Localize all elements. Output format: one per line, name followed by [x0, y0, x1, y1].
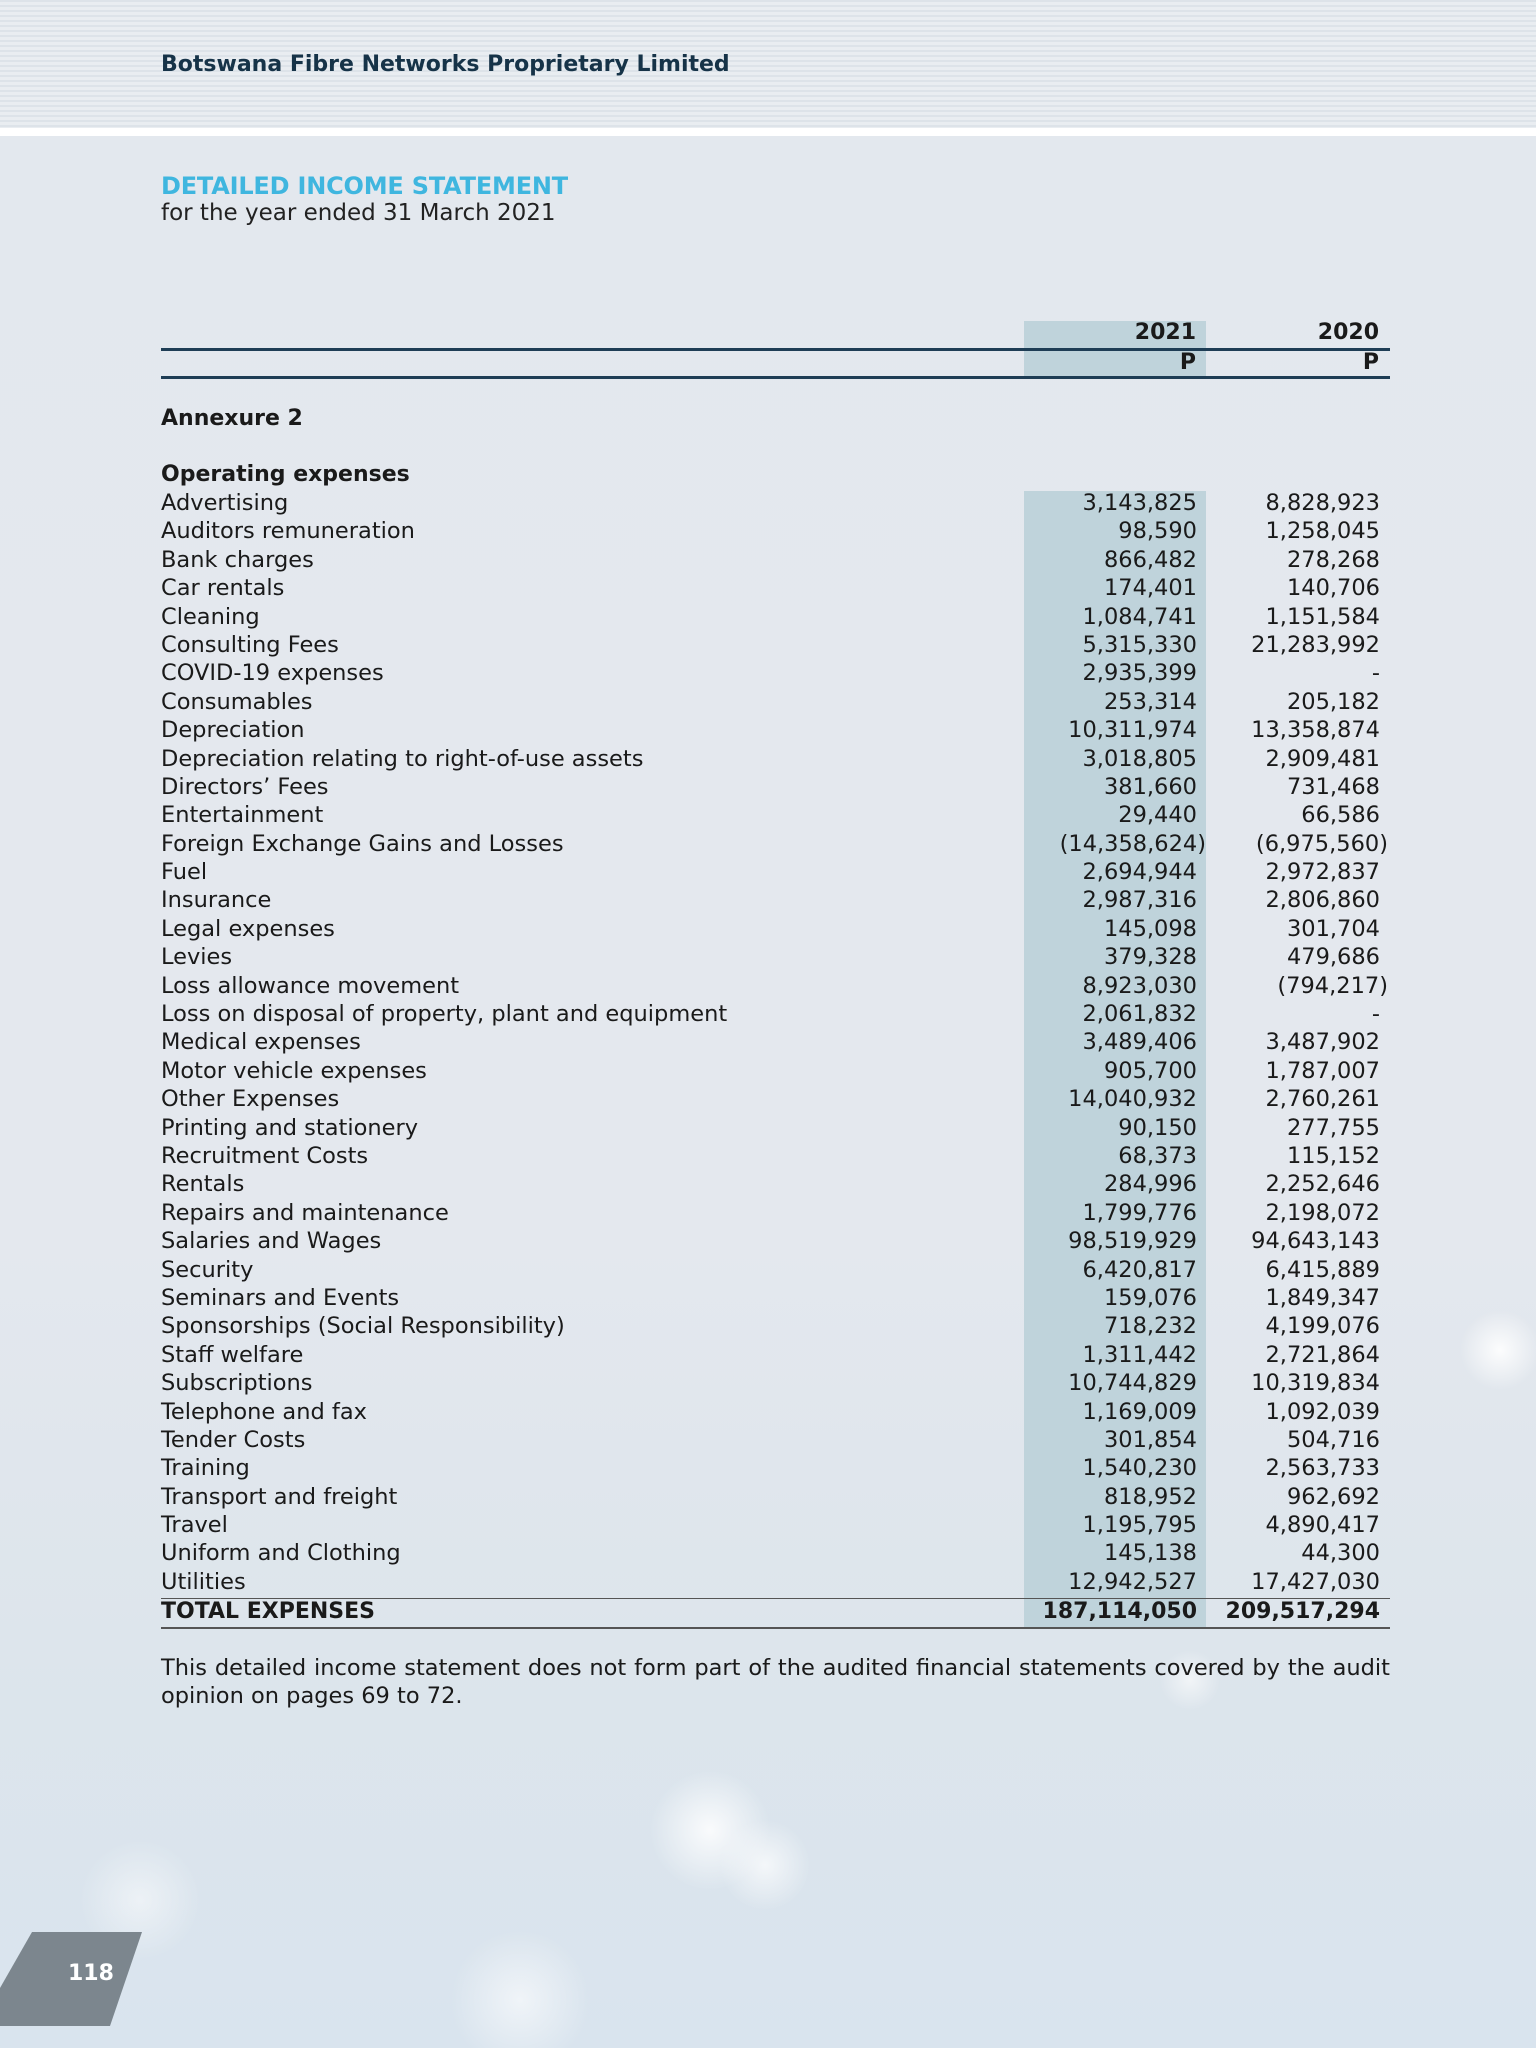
total-2020: 209,517,294 — [1225, 1599, 1380, 1624]
value-2021: 1,540,230 — [1082, 1455, 1197, 1482]
header-rule-bottom — [161, 376, 1390, 379]
expense-label: Consulting Fees — [161, 631, 339, 658]
table-row — [0, 716, 1536, 744]
table-row — [0, 546, 1536, 574]
table-row — [0, 1000, 1536, 1028]
expense-label: Advertising — [161, 490, 289, 516]
expense-table — [0, 489, 1536, 1596]
table-row — [0, 1369, 1536, 1397]
expense-label: Utilities — [161, 1568, 246, 1595]
value-2021: 98,519,929 — [1068, 1228, 1197, 1255]
table-row — [0, 745, 1536, 773]
expense-label: Cleaning — [161, 603, 260, 630]
value-2020: 479,686 — [1286, 944, 1380, 971]
value-2021: 6,420,817 — [1082, 1256, 1197, 1283]
table-row — [0, 574, 1536, 602]
document-title: DETAILED INCOME STATEMENT — [161, 172, 568, 200]
table-row — [0, 1511, 1536, 1539]
table-row — [0, 1398, 1536, 1426]
expense-label: Depreciation — [161, 717, 305, 744]
table-row — [0, 773, 1536, 801]
expense-label: Bank charges — [161, 546, 314, 573]
value-2020: (6,975,560) — [1255, 830, 1388, 857]
value-2020: 2,721,864 — [1265, 1341, 1380, 1368]
value-2020: 17,427,030 — [1251, 1568, 1380, 1595]
expense-label: Levies — [161, 944, 233, 971]
value-2020: 44,300 — [1301, 1540, 1380, 1567]
table-row — [0, 1028, 1536, 1056]
value-2021: 68,373 — [1118, 1142, 1197, 1169]
expense-label: Fuel — [161, 859, 208, 886]
value-2020: 2,806,860 — [1265, 887, 1380, 914]
table-row — [0, 659, 1536, 687]
value-2021: 718,232 — [1103, 1313, 1197, 1340]
value-2021: 145,098 — [1103, 915, 1197, 942]
value-2021: (14,358,624) — [1059, 830, 1206, 857]
table-row — [0, 915, 1536, 943]
value-2020: 2,252,646 — [1265, 1171, 1380, 1198]
currency-label-2020: P — [1362, 350, 1379, 375]
table-row — [0, 1142, 1536, 1170]
expense-label: Repairs and maintenance — [161, 1199, 449, 1226]
total-label: TOTAL EXPENSES — [161, 1599, 375, 1624]
value-2020: 6,415,889 — [1265, 1256, 1380, 1283]
table-row — [0, 943, 1536, 971]
value-2021: 2,694,944 — [1082, 859, 1197, 886]
footnote: This detailed income statement does not form part of the audited financial statements covered by the audit opinion on pages 69 to 72. — [161, 1655, 1390, 1709]
value-2021: 284,996 — [1103, 1171, 1197, 1198]
value-2021: 29,440 — [1118, 802, 1197, 829]
value-2020: 1,849,347 — [1265, 1284, 1380, 1311]
value-2020: 1,258,045 — [1265, 518, 1380, 545]
expense-label: Motor vehicle expenses — [161, 1057, 427, 1084]
expense-label: COVID-19 expenses — [161, 660, 384, 687]
value-2020: 3,487,902 — [1265, 1029, 1380, 1056]
expense-label: Security — [161, 1256, 254, 1283]
value-2021: 379,328 — [1103, 944, 1197, 971]
value-2021: 14,040,932 — [1068, 1086, 1197, 1113]
expense-label: Printing and stationery — [161, 1114, 419, 1141]
document-subtitle: for the year ended 31 March 2021 — [161, 200, 556, 226]
section-heading: Operating expenses — [161, 462, 410, 487]
expense-label: Telephone and fax — [161, 1398, 367, 1425]
value-2020: 205,182 — [1286, 688, 1380, 715]
value-2020: - — [1371, 660, 1380, 687]
value-2020: 278,268 — [1286, 546, 1380, 573]
value-2020: 2,972,837 — [1265, 859, 1380, 886]
expense-label: Legal expenses — [161, 915, 335, 942]
value-2020: 1,151,584 — [1265, 603, 1380, 630]
value-2020: 2,563,733 — [1265, 1455, 1380, 1482]
value-2021: 866,482 — [1103, 546, 1197, 573]
table-row — [0, 1341, 1536, 1369]
value-2020: 94,643,143 — [1251, 1228, 1380, 1255]
page-number: 118 — [68, 1961, 114, 1986]
value-2020: 8,828,923 — [1265, 490, 1380, 516]
expense-label: Entertainment — [161, 802, 324, 829]
value-2021: 2,061,832 — [1082, 1001, 1197, 1028]
table-row — [0, 801, 1536, 829]
value-2020: 4,199,076 — [1265, 1313, 1380, 1340]
value-2021: 5,315,330 — [1082, 631, 1197, 658]
table-row — [0, 688, 1536, 716]
table-row — [0, 1426, 1536, 1454]
value-2020: 66,586 — [1301, 802, 1380, 829]
value-2020: 10,319,834 — [1251, 1370, 1380, 1397]
expense-label: Rentals — [161, 1171, 245, 1198]
table-row — [0, 830, 1536, 858]
value-2020: 21,283,992 — [1251, 631, 1380, 658]
expense-label: Consumables — [161, 688, 313, 715]
value-2020: (794,217) — [1277, 972, 1388, 999]
expense-label: Salaries and Wages — [161, 1228, 382, 1255]
expense-label: Insurance — [161, 887, 272, 914]
expense-label: Recruitment Costs — [161, 1142, 369, 1169]
value-2020: 115,152 — [1286, 1142, 1380, 1169]
value-2021: 159,076 — [1103, 1284, 1197, 1311]
expense-label: Staff welfare — [161, 1341, 304, 1368]
expense-label: Other Expenses — [161, 1086, 340, 1113]
total-2021: 187,114,050 — [1042, 1599, 1197, 1624]
value-2021: 2,935,399 — [1082, 660, 1197, 687]
column-header-2021: 2021 — [1134, 320, 1196, 345]
value-2020: 301,704 — [1286, 915, 1380, 942]
value-2020: 2,760,261 — [1265, 1086, 1380, 1113]
value-2021: 1,799,776 — [1082, 1199, 1197, 1226]
value-2021: 3,143,825 — [1082, 490, 1197, 516]
table-row — [0, 1085, 1536, 1113]
table-row — [0, 1199, 1536, 1227]
value-2020: 1,787,007 — [1265, 1057, 1380, 1084]
expense-label: Travel — [161, 1512, 228, 1539]
expense-label: Subscriptions — [161, 1370, 313, 1397]
table-row — [0, 1454, 1536, 1482]
value-2021: 818,952 — [1103, 1483, 1197, 1510]
value-2020: 140,706 — [1286, 575, 1380, 602]
value-2021: 145,138 — [1103, 1540, 1197, 1567]
header-rule-top — [161, 348, 1390, 351]
table-row — [0, 1568, 1536, 1596]
table-row — [0, 1114, 1536, 1142]
value-2020: 2,198,072 — [1265, 1199, 1380, 1226]
currency-label-2021: P — [1179, 350, 1196, 375]
value-2021: 3,489,406 — [1082, 1029, 1197, 1056]
value-2020: 731,468 — [1286, 773, 1380, 800]
expense-label: Transport and freight — [161, 1483, 398, 1510]
table-row — [0, 1256, 1536, 1284]
expense-label: Training — [161, 1455, 250, 1482]
value-2021: 174,401 — [1103, 575, 1197, 602]
value-2021: 12,942,527 — [1068, 1568, 1197, 1595]
table-row — [0, 631, 1536, 659]
expense-label: Medical expenses — [161, 1029, 361, 1056]
value-2021: 10,311,974 — [1068, 717, 1197, 744]
value-2020: 13,358,874 — [1251, 717, 1380, 744]
expense-label: Uniform and Clothing — [161, 1540, 401, 1567]
value-2021: 301,854 — [1103, 1426, 1197, 1453]
value-2020: 504,716 — [1286, 1426, 1380, 1453]
total-rule-bottom — [161, 1627, 1390, 1629]
value-2021: 1,311,442 — [1082, 1341, 1197, 1368]
value-2021: 8,923,030 — [1082, 972, 1197, 999]
value-2020: 962,692 — [1286, 1483, 1380, 1510]
value-2021: 2,987,316 — [1082, 887, 1197, 914]
value-2021: 1,084,741 — [1082, 603, 1197, 630]
company-name: Botswana Fibre Networks Proprietary Limited — [161, 52, 730, 77]
table-row — [0, 886, 1536, 914]
table-row — [0, 858, 1536, 886]
table-row — [0, 972, 1536, 1000]
expense-label: Car rentals — [161, 575, 285, 602]
value-2021: 3,018,805 — [1082, 745, 1197, 772]
value-2021: 1,169,009 — [1082, 1398, 1197, 1425]
value-2021: 1,195,795 — [1082, 1512, 1197, 1539]
value-2021: 10,744,829 — [1068, 1370, 1197, 1397]
value-2021: 98,590 — [1118, 518, 1197, 545]
table-row — [0, 603, 1536, 631]
value-2020: 277,755 — [1286, 1114, 1380, 1141]
expense-label: Tender Costs — [161, 1426, 306, 1453]
table-row — [0, 1539, 1536, 1567]
expense-label: Sponsorships (Social Responsibility) — [161, 1313, 565, 1340]
value-2020: - — [1371, 1001, 1380, 1028]
value-2020: 2,909,481 — [1265, 745, 1380, 772]
expense-label: Seminars and Events — [161, 1284, 400, 1311]
value-2021: 381,660 — [1103, 773, 1197, 800]
expense-label: Foreign Exchange Gains and Losses — [161, 830, 564, 857]
table-row — [0, 517, 1536, 545]
table-row — [0, 1057, 1536, 1085]
annexure-heading: Annexure 2 — [161, 406, 303, 431]
expense-label: Loss on disposal of property, plant and equipment — [161, 1001, 728, 1028]
column-header-2020: 2020 — [1317, 320, 1379, 345]
value-2021: 253,314 — [1103, 688, 1197, 715]
value-2020: 1,092,039 — [1265, 1398, 1380, 1425]
value-2020: 4,890,417 — [1265, 1512, 1380, 1539]
total-row — [0, 1597, 1536, 1627]
table-row — [0, 1483, 1536, 1511]
table-row — [0, 1312, 1536, 1340]
value-2021: 905,700 — [1103, 1057, 1197, 1084]
expense-label: Depreciation relating to right-of-use assets — [161, 745, 644, 772]
value-2021: 90,150 — [1118, 1114, 1197, 1141]
expense-label: Loss allowance movement — [161, 972, 460, 999]
table-row — [0, 1284, 1536, 1312]
table-row — [0, 1227, 1536, 1255]
expense-label: Directors’ Fees — [161, 773, 329, 800]
header-divider — [0, 128, 1536, 136]
expense-label: Auditors remuneration — [161, 518, 415, 545]
table-row — [0, 489, 1536, 517]
table-row — [0, 1170, 1536, 1198]
